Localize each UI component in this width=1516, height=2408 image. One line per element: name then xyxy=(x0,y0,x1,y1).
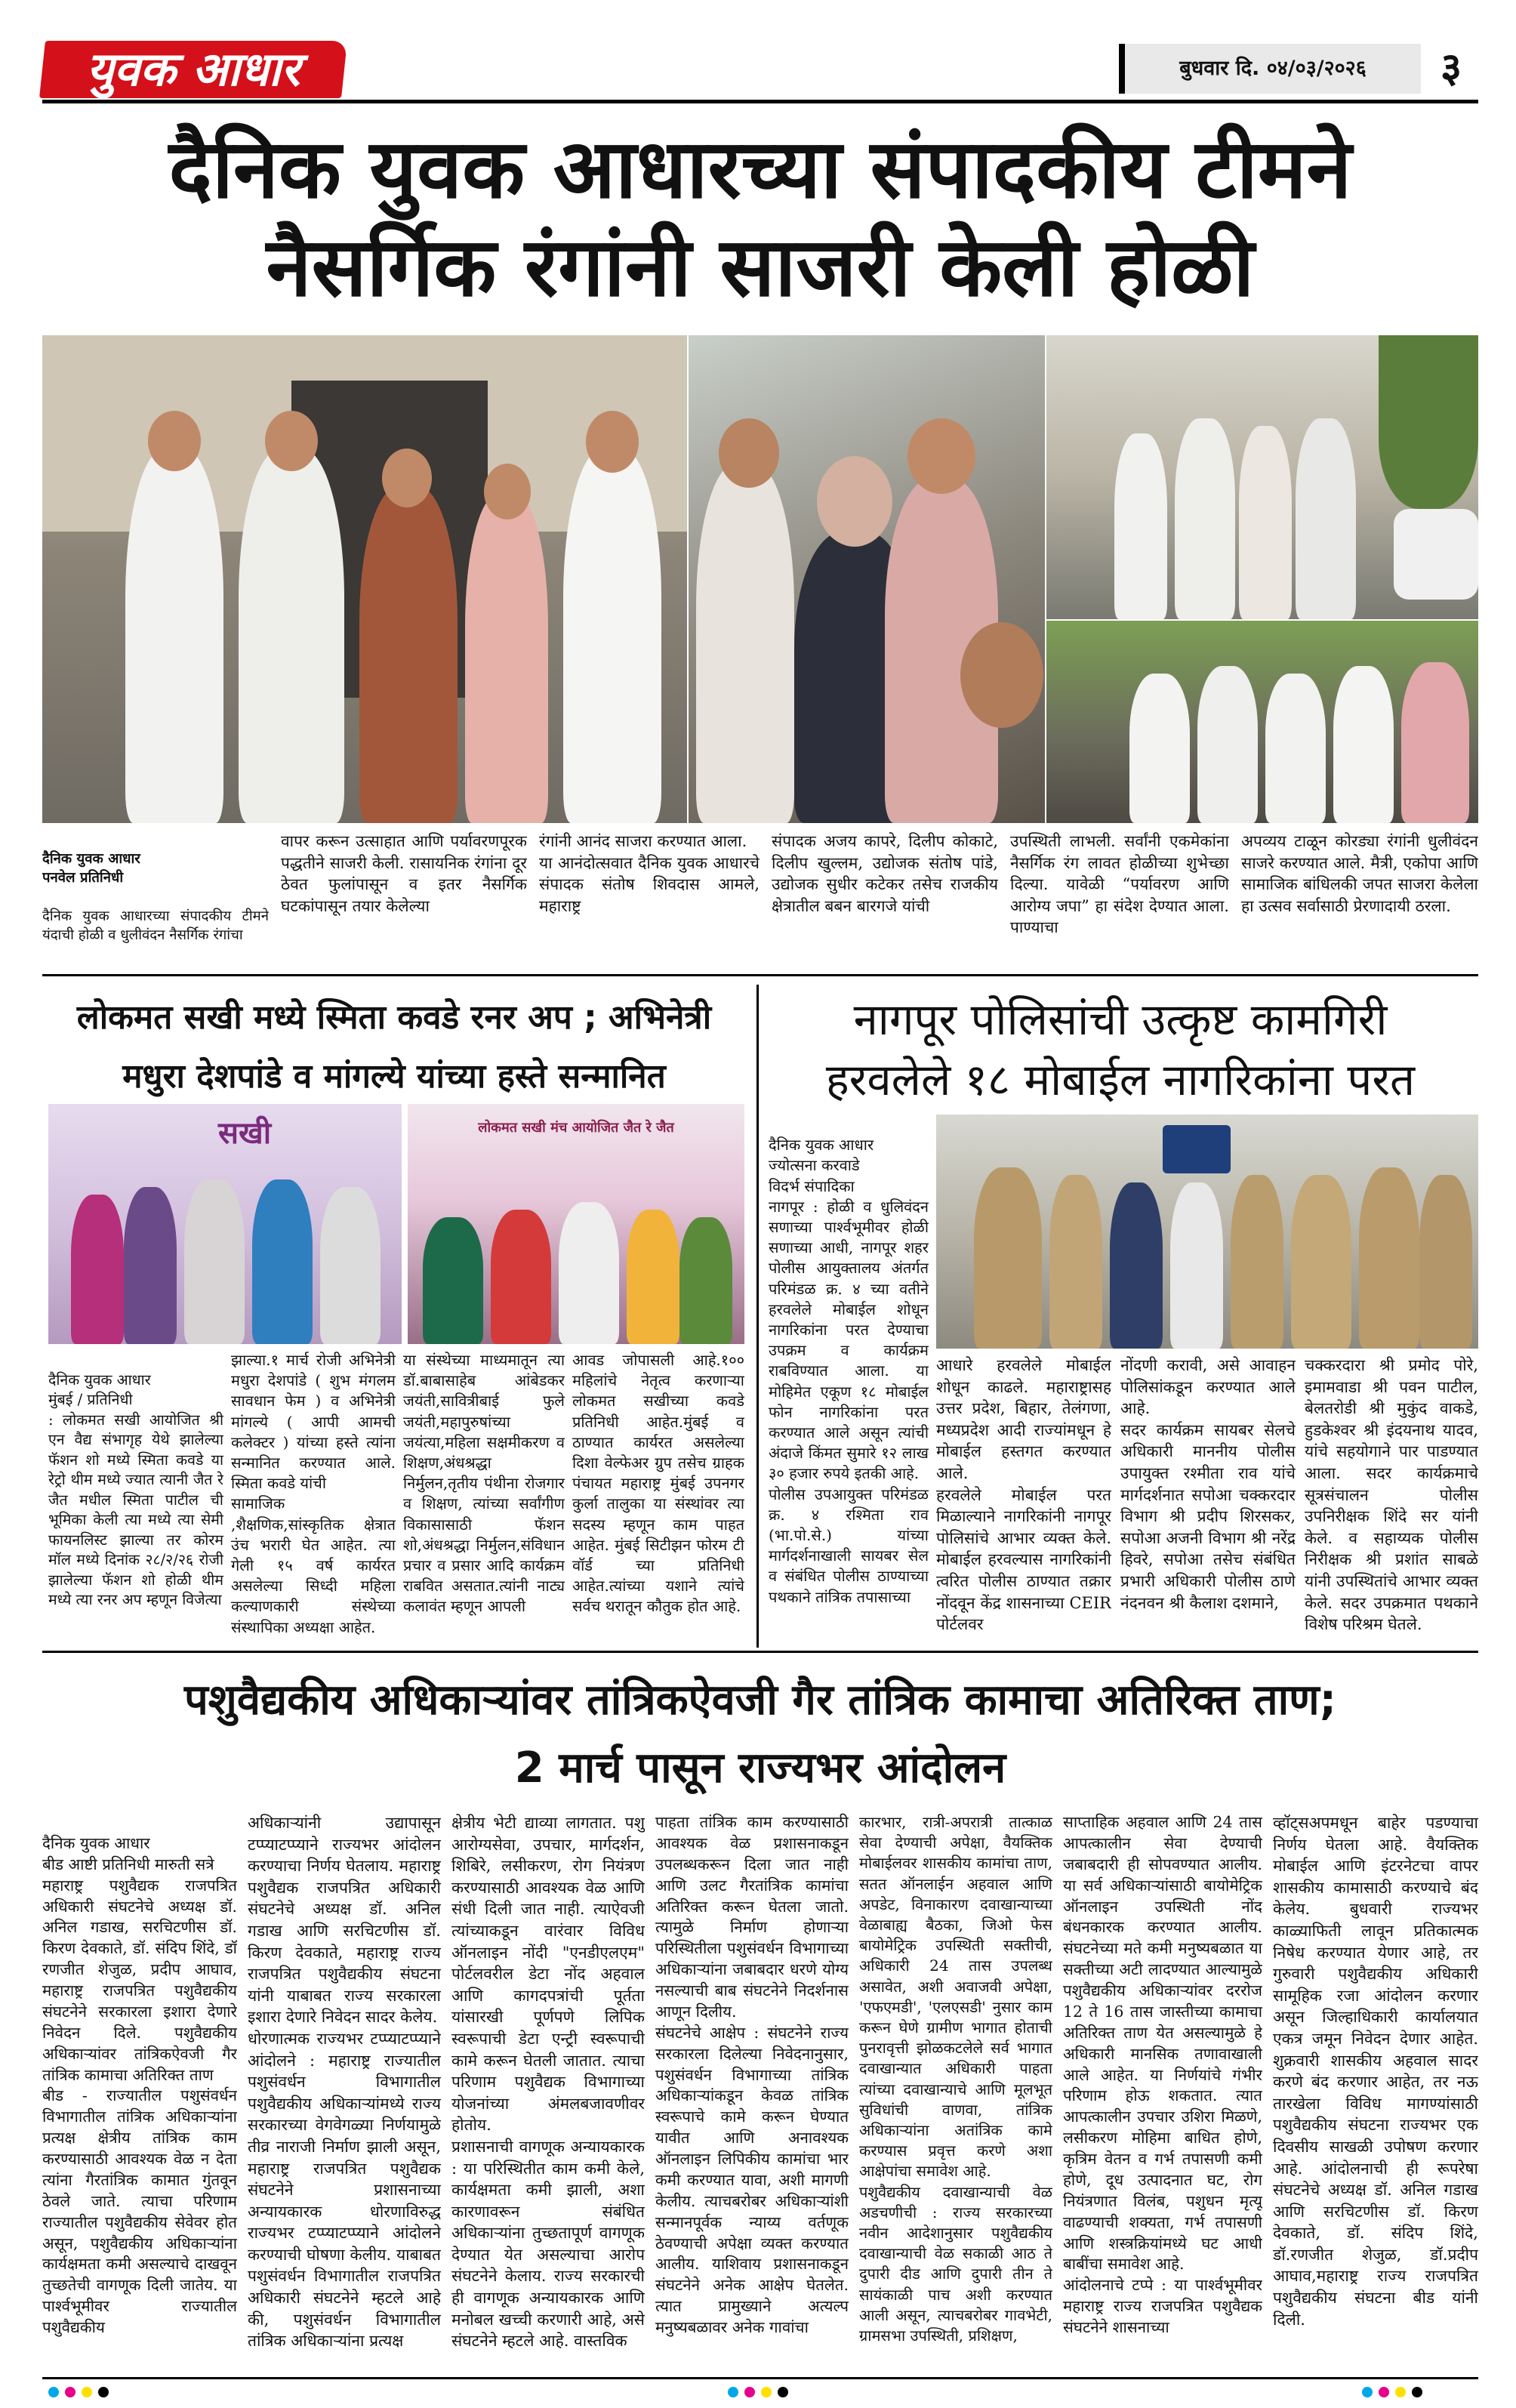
page-number: ३ xyxy=(1440,44,1462,91)
story4-headline-line2: 2 मार्च पासून राज्यभर आंदोलन xyxy=(514,1744,1006,1793)
story3-column-3: नोंदणी करावी, असे आवाहन पोलिसांकडून करण्यात आले आहे. सदर कार्यक्रम सायबर सेलचे अधिकारी माननीय पोलीस उपायुक्त रश्मीता राव यांचे मार्गदर्शनात सपोआ चक्करदार विभाग श्री प्रदीप शिरसकर, सपोआ अजनी विभाग श्री नरेंद्र हिवरे, सपोआ तसेच संबंधित प्रभारी अधिकारी पोलीस ठाणे नंदनवन श्री कैलाश दशमाने, xyxy=(1120,1356,1296,1612)
person-figure xyxy=(423,1217,483,1344)
person-figure xyxy=(559,1202,619,1344)
event-banner: लोकमत सखी मंच आयोजित जैत रे जैत xyxy=(478,1120,674,1136)
story3-column-2: आधारे हरवलेले मोबाईल शोधून काढले. महाराष्ट्रासह उत्तर प्रदेश, बिहार, तेलंगणा, मध्यप्रदेश आदी राज्यांमधून हे मोबाईल हस्तगत करण्यात आले. हरवलेले मोबाईल परत मिळाल्याने नागरिकांनी नागपूर पोलिसांचे आभार व्यक्त केले. मोबाईल हरवल्यास नागरिकांनी त्वरित पोलीस ठाण्यात तक्रार नोंदवून केंद्र शासनाच्या CEIR पोर्टलवर xyxy=(936,1356,1111,1634)
story3-headline-line2: हरवलेले १८ मोबाईल नागरिकांना परत xyxy=(825,1054,1416,1105)
story2-photo-award xyxy=(48,1104,402,1344)
person-figure xyxy=(1333,666,1394,823)
story2-headline-line2: मधुरा देशपांडे व मांगल्ये यांच्या हस्ते सन्मानित xyxy=(122,1057,666,1096)
story1-photo-selfie xyxy=(689,335,1045,823)
story2-column-4: आवड जोपासली आहे.१०० महिलांचे नेतृत्व करणाऱ्या लोकमत सखीच्या कवडे प्रतिनिधी आहेत.मुंबई व ठाण्यात कार्यरत असलेल्या दिशा वेल्फेअर ग्रुप तसेच ग्राहक पंचायत महाराष्ट्र मुंबई उपनगर कुर्ला तालुका या संस्थांवर त्या सदस्य म्हणून काम पाहत आहेत. मुंबई सिटीझन फोरम टी वॉर्ड च्या प्रतिनिधी आहेत.त्यांच्या यशाने त्यांचे सर्वच थरातून कौतुक होत आहे. xyxy=(572,1351,744,1616)
person-figure xyxy=(696,464,794,823)
registration-marks-left xyxy=(45,2386,196,2401)
person-figure xyxy=(125,449,223,823)
person-figure xyxy=(1049,1175,1102,1349)
person-figure xyxy=(491,1210,551,1344)
story3-text-1: दैनिक युवक आधार ज्योत्सना करवाडे विदर्भ संपादिका नागपूर : होळी व धुलिवंदन सणाच्या पार्श्वभूमीवर होळी सणाच्या आधी, नागपूर शहर पोलीस आयुक्तालय अंतर्गत परिमंडळ क्र. ४ च्या वतीने हरवलेले मोबाईल शोधून नागरिकांना परत देण्याचा उपक्रम व कार्यक्रम राबविण्यात आला. या मोहिमेत एकूण १८ मोबाईल फोन नागरिकांना परत करण्यात आले असून त्यांची अंदाजे किंमत सुमारे १२ लाख ३० हजार रुपये इतकी आहे. पोलीस उपआयुक्त परिमंडळ क्र. ४ रश्मिता राव (भा.पो.से.) यांच्या मार्गदर्शनाखाली सायबर सेल व संबंधित पोलीस ठाण्याच्या पथकाने तांत्रिक तपासाच्या xyxy=(769,1136,929,1606)
story3-column-4: चक्करदारा श्री प्रमोद पोरे, इमामवाडा श्री पवन पाटील, बेलतरोडी श्री मुकुंद वाकडे, हुडकेश्वर श्री इंदयनाथ यादव, यांचे सहयोगाने पार पाडण्यात आला. सदर कार्यक्रमाचे सूत्रसंचालन पोलीस उपनिरीक्षक शिंदे सर यांनी केले. व सहाय्यक पोलीस निरीक्षक श्री प्रशांत साबळे यांनी उपस्थितांचे आभार व्यक्त केले. सदर उपक्रमात पथकाने विशेष परिश्रम घेतले. xyxy=(1305,1356,1478,1634)
story1-byline: दैनिक युवक आधार पनवेल प्रतिनिधी xyxy=(42,851,140,886)
person-face xyxy=(719,418,779,488)
story1-photo-group-2 xyxy=(1046,621,1478,823)
person-figure xyxy=(627,1210,679,1344)
story1-column-5: उपस्थिती लाभली. सर्वांनी एकमेकांना नैसर्गिक रंग लावत होळीच्या शुभेच्छा दिल्या. यावेळी “पर्यावरण आणि आरोग्य जपा” हा संदेश देण्यात आला. पाण्याचा xyxy=(1010,832,1229,937)
story3-bottom-rule xyxy=(42,1651,1478,1653)
person-figure xyxy=(1197,666,1258,823)
story1-headline-line1: दैनिक युवक आधारच्या संपादकीय टीमने xyxy=(168,122,1352,217)
story2-text-1: दैनिक युवक आधार मुंबई / प्रतिनिधी : लोकमत सखी आयोजित श्री एन वैद्य संभागृह येथे झालेल्या फॅशन शो मध्ये स्मिता कवडे या रेट्रो थीम मध्ये ज्यात त्यानी जैत रे जैत मधील स्मिता पाटील ची भूमिका केली त्या मध्ये त्या सेमी फायनलिस्ट झाल्या तर कोरम मॉल मध्ये दिनांक २८/२/२६ रोजी झालेल्या फॅशन शो होळी थीम मध्ये त्या रनर अप म्हणून विजेत्या xyxy=(48,1370,223,1609)
story3-column-1 xyxy=(769,1115,929,1643)
registration-marks-center xyxy=(725,2386,876,2401)
masthead-rule xyxy=(42,100,1478,103)
story2-column-3: या संस्थेच्या माध्यमातून त्या डॉ.बाबासाहेब आंबेडकर जयंती,सावित्रीबाई फुले जयंती,महापुरुषांच्या जयंत्या,महिला सक्षमीकरण व शिक्षण,अंधश्रद्धा निर्मुलन,तृतीय पंथीना रोजगार व शिक्षण, त्यांच्या सर्वांगीण विकासासाठी फॅशन शो,अंधश्रद्धा निर्मुलन,संविधान प्रचार व प्रसार आदि कार्यक्रम राबवित असतात.त्यांनी नाट्य कलावंत म्हणून आपली xyxy=(403,1351,565,1616)
story4-column-3: क्षेत्रीय भेटी द्याव्या लागतात. पशु आरोग्यसेवा, उपचार, मार्गदर्शन, शिबिरे, लसीकरण, रोग नियंत्रण करण्यासाठी आवश्यक वेळ आणि संधी दिली जात नाही. त्याऐवजी त्यांच्याकडून वारंवार विविध ऑनलाइन नोंदी "एनडीएलएम" पोर्टलवरील डेटा नोंद अहवाल आणि कागदपत्रांची पूर्तता यांसारखी पूर्णपणे लिपिक स्वरूपाची डेटा एन्ट्री स्वरूपाची कामे करून घेतली जातात. त्याचा परिणाम पशुवैद्यक विभागाच्या योजनांच्या अंमलबजावणीवर होतोय. प्रशासनाची वागणूक अन्यायकारक : या परिस्थितीत काम कमी केले, कार्यक्षमता कमी झाली, अशा कारणावरून संबंधित अधिकाऱ्यांना तुच्छतापूर्ण वागणूक देण्यात येत असल्याचा आरोप संघटनेने केलाय. राज्य सरकारची ही वागणूक अन्यायकारक आणि मनोबल खच्ची करणारी आहे, असे संघटनेने म्हटले आहे. वास्तविक xyxy=(451,1814,645,2351)
person-face xyxy=(907,418,975,494)
person-figure xyxy=(465,494,548,823)
story-divider-vertical xyxy=(756,985,759,1648)
story4-column-2: अधिकाऱ्यांनी उद्यापासून टप्प्याटप्प्याने राज्यभर आंदोलन करण्याचा निर्णय घेतलाय. महाराष्ट्र पशुवैद्यक राजपत्रित अधिकारी संघटनेचे अध्यक्ष डॉ. अनिल गडाख आणि सरचिटणीस डॉ. किरण देवकाते, महाराष्ट्र राज्य राजपत्रित पशुवैद्यकीय संघटना यांनी याबाबत राज्य सरकारला इशारा देणारे निवेदन सादर केलेय. धोरणात्मक राज्यभर टप्प्याटप्प्याने आंदोलने : महाराष्ट्र राज्यातील पशुसंवर्धन विभागातील पशुवैद्यकीय अधिकाऱ्यांमध्ये राज्य सरकारच्या वेगवेगळ्या निर्णयामुळे तीव्र नाराजी निर्माण झाली असून, महाराष्ट्र राजपत्रित पशुवैद्यक संघटनेने प्रशासनाच्या अन्यायकारक धोरणाविरुद्ध राज्यभर टप्प्याटप्प्याने आंदोलने करण्याची घोषणा केलीय. याबाबत पशुसंवर्धन विभागातील राजपत्रित अधिकारी संघटनेने म्हटले आहे की, पशुसंवर्धन विभागातील तांत्रिक अधिकाऱ्यांना प्रत्यक्ष xyxy=(248,1814,441,2351)
story4-column-7: व्हॉट्सअपमधून बाहेर पडण्याचा निर्णय घेतला आहे. वैयक्तिक मोबाईल आणि इंटरनेटचा वापर शासकीय कामासाठी करण्याचे बंद केलेय. बुधवारी राज्यभर काळ्याफिती लावून प्रतिकात्मक निषेध करण्यात येणार आहे, तर गुरुवारी पशुवैद्यकीय अधिकारी सामूहिक रजा आंदोलन करणार असून जिल्हाधिकारी कार्यालयात एकत्र जमून निवेदन देणार आहेत. शुक्रवारी शासकीय अहवाल सादर करणे बंद करणार आहेत, तर नऊ तारखेला विविध मागण्यांसाठी पशुवैद्यकीय संघटना राज्यभर एक दिवसीय साखळी उपोषण करणार आहे. आंदोलनाची ही रूपरेषा संघटनेचे अध्यक्ष डॉ. अनिल गडाख आणि सरचिटणीस डॉ. किरण देवकाते, डॉ. संदिप शिंदे, डॉ.रणजीत शेजुळ, डॉ.प्रदीप आघाव,महाराष्ट्र राज्य राजपत्रित पशुवैद्यकीय संघटना बीड यांनी दिली. xyxy=(1273,1814,1478,2329)
person-figure xyxy=(1114,433,1167,619)
person-figure xyxy=(1419,1175,1472,1349)
story4-column-5: कारभार, रात्री-अपरात्री तात्काळ सेवा देण्याची अपेक्षा, वैयक्तिक मोबाईलवर शासकीय कामांचा ताण, सतत ऑनलाईन अहवाल आणि अपडेट, विनाकारण दवाखान्याच्या वेळाबाह्य बैठका, जिओ फेस बायोमेट्रिक उपस्थिती सक्तीची, अधिकारी 24 तास उपलब्ध असावेत, अशी अवाजवी अपेक्षा, 'एफएमडी', 'एलएसडी' नुसार काम करून घेणे ग्रामीण भागात होताची पुनरावृत्ती झोळकटलेले सर्व भागात दवाखान्यात अधिकारी पाहता त्यांच्या दवाखान्याचे आणि मूलभूत सुविधांची वाणवा, तांत्रिक अधिकाऱ्यांना अतांत्रिक कामे करण्यास प्रवृत्त करणे अशा आक्षेपांचा समावेश आहे. पशुवैद्यकीय दवाखान्याची वेळ अडचणीची : राज्य सरकारच्या नवीन आदेशानुसार पशुवैद्यकीय दवाखान्याची वेळ सकाळी आठ ते दुपारी दीड आणि दुपारी तीन ते सायंकाळी पाच अशी करण्यात आली असून, त्याचबरोबर गावभेटी, ग्रामसभा उपस्थिती, प्रशिक्षण, xyxy=(859,1813,1052,2345)
person-figure xyxy=(1110,1182,1163,1349)
story2-column-1 xyxy=(48,1350,223,1643)
story2-column-2: झाल्या.१ मार्च रोजी अभिनेत्री मधुरा देशपांडे ( शुभ मंगलम सावधान फेम ) व अभिनेत्री मांगल्ये ( आपी आमची कलेक्टर ) यांच्या हस्ते त्यांना सन्मानित करण्यात आले. स्मिता कवडे यांची सामाजिक ,शैक्षणिक,सांस्कृतिक क्षेत्रात उंच भरारी घेत आहेत. त्या गेली १५ वर्ष कार्यरत असलेल्या सिध्दी महिला कल्याणकारी संस्थेच्या संस्थापिका अध्यक्षा आहेत. xyxy=(231,1351,396,1636)
footer-rule xyxy=(42,2377,1478,2379)
person-face xyxy=(148,411,201,471)
masthead xyxy=(0,0,1516,97)
masthead-logo-text: युवक आधार xyxy=(86,42,300,97)
person-figure xyxy=(1265,674,1326,823)
person-figure xyxy=(1239,426,1292,619)
person-figure xyxy=(563,449,661,823)
story4-column-1 xyxy=(42,1812,237,2369)
story1-text-1: दैनिक युवक आधारच्या संपादकीय टीमने यंदाची होळी व धुलीवंदन नैसर्गिक रंगांचा xyxy=(42,908,269,943)
person-face xyxy=(382,449,432,507)
person-face xyxy=(586,411,639,473)
person-figure xyxy=(1296,418,1356,619)
person-figure xyxy=(679,1217,732,1344)
person-figure xyxy=(1175,418,1235,619)
person-figure xyxy=(1359,1167,1419,1349)
person-face xyxy=(265,411,318,471)
person-figure xyxy=(359,486,458,823)
story4-text-1: दैनिक युवक आधार बीड आष्टी प्रतिनिधी मारुती सत्रे महाराष्ट्र पशुवैद्यक राजपत्रित अधिकारी संघटनेचे अध्यक्ष डॉ. अनिल गडाख, सरचिटणीस डॉ. किरण देवकाते, डॉ. संदिप शिंदे, डॉ रणजीत शेजुळ, प्रदीप आघाव, महाराष्ट्र राजपत्रित पशुवैद्यकीय संघटनेने सरकारला इशारा देणारे निवेदन दिले. पशुवैद्यकीय अधिकाऱ्यांवर तांत्रिकऐवजी गैर तांत्रिक कामाचा अतिरिक्त ताण बीड - राज्यातील पशुसंवर्धन विभागातील तांत्रिक अधिकाऱ्यांना प्रत्यक्ष क्षेत्रीय तांत्रिक काम करण्यासाठी आवश्यक वेळ न देता त्यांना गैरतांत्रिक कामात गुंतवून ठेवले जाते. त्याचा परिणाम राज्यातील पशुवैद्यकीय सेवेवर होत असून, पशुवैद्यकीय अधिकाऱ्यांना कार्यक्षमता कमी असल्याचे दाखवून तुच्छतेची वागणूक दिली जातेय. या पार्श्वभूमीवर राज्यातील पशुवैद्यकीय xyxy=(42,1833,237,2336)
masthead-date: बुधवार दि. ०४/०३/२०२६ xyxy=(1179,57,1367,80)
sakhi-banner-text: सखी xyxy=(217,1116,272,1151)
tree xyxy=(1379,335,1478,509)
person-figure xyxy=(974,1167,1042,1349)
story2-photo-stage xyxy=(408,1104,744,1344)
story2-headline-line1: लोकमत सखी मध्ये स्मिता कवडे रनर अप ; अभिनेत्री xyxy=(76,998,712,1037)
story1-column-3: रंगांनी आनंद साजरा करण्यात आला. या आनंदोत्सवात दैनिक युवक आधारचे संपादक संतोष शिवदास आमले, महाराष्ट्र xyxy=(539,832,760,915)
story1-bottom-rule xyxy=(42,974,1478,976)
person-figure xyxy=(1291,1175,1351,1349)
story1-column-2: वापर करून उत्साहात आणि पर्यावरणपूरक पद्धतीने साजरी केली. रासायनिक रंगांना दूर ठेवत फुलांपासून व इतर नैसर्गिक घटकांपासून तयार केलेल्या xyxy=(281,832,527,915)
person-face xyxy=(817,456,892,547)
person-figure xyxy=(71,1195,124,1344)
person-figure xyxy=(1401,662,1469,823)
person-figure xyxy=(184,1179,245,1344)
person-figure xyxy=(239,449,344,823)
story3-photo-police xyxy=(936,1115,1478,1349)
story1-column-6: अपव्यय टाळून कोरड्या रंगांनी धुलीवंदन साजरे करण्यात आले. मैत्री, एकोपा आणि सामाजिक बांधिलकी जपत साजरा केलेला हा उत्सव सर्वासाठी प्रेरणादायी ठरला. xyxy=(1241,832,1478,915)
car xyxy=(1394,509,1478,600)
story1-column-4: संपादक अजय कापरे, दिलीप कोकाटे, दिलीप खुल्लम, उद्योजक संतोष पांडे, उद्योजक सुधीर कटेकर तसेच राजकीय क्षेत्रातील बबन बारगजे यांची xyxy=(772,832,998,915)
person-figure xyxy=(1170,1182,1223,1349)
story1-headline-line2: नैसर्गिक रंगांनी साजरी केली होळी xyxy=(266,220,1255,315)
person-figure xyxy=(1129,674,1190,823)
story4-column-4: पाहता तांत्रिक काम करण्यासाठी आवश्यक वेळ प्रशासनाकडून उपलब्धकरून दिला जात नाही आणि उलट गैरतांत्रिक कामांचा अतिरिक्त करून घेतला जातो. त्यामुळे निर्माण होणाऱ्या परिस्थितीला पशुसंवर्धन विभागाच्या अधिकाऱ्यांना जबाबदार धरणे योग्य नसल्याची बाब संघटनेने निदर्शनास आणून दिलीय. संघटनेचे आक्षेप : संघटनेने राज्य सरकारला दिलेल्या निवेदनानुसार, पशुसंवर्धन विभागाच्या तांत्रिक अधिकाऱ्यांकडून केवळ तांत्रिक स्वरूपाचे कामे करून घेण्यात यावीत आणि अनावश्यक ऑनलाइन लिपिकीय कामांचा भार कमी करण्यात यावा, अशी मागणी केलीय. त्याचबरोबर अधिकाऱ्यांशी सन्मानपूर्वक न्याय्य वर्तणूक ठेवण्याची अपेक्षा व्यक्त करण्यात आलीय. याशिवाय प्रशासनाकडून संघटनेने अनेक आक्षेप घेतलेत. त्यात प्रामुख्याने अत्यल्प मनुष्यबळावर अनेक गावांचा xyxy=(655,1813,849,2336)
registration-marks-right xyxy=(1359,2386,1480,2401)
person-figure xyxy=(320,1187,381,1344)
story4-headline-line1: पशुवैद्यकीय अधिकाऱ्यांवर तांत्रिकऐवजी गैर तांत्रिक कामाचा अतिरिक्त ताण; xyxy=(183,1676,1337,1725)
story1-photo-group xyxy=(42,335,687,823)
police-emblem xyxy=(1163,1125,1231,1173)
person-figure xyxy=(252,1179,313,1344)
story3-headline-line1: नागपूर पोलिसांची उत्कृष्ट कामगिरी xyxy=(853,994,1388,1045)
story1-column-1 xyxy=(42,831,269,964)
person-face xyxy=(484,464,531,520)
person-figure xyxy=(124,1187,177,1344)
person-face xyxy=(960,622,1043,728)
story1-photo-street xyxy=(1046,335,1478,619)
story4-column-6: साप्ताहिक अहवाल आणि 24 तास आपत्कालीन सेवा देण्याची जबाबदारी ही सोपवण्यात आलीय. या सर्व अधिकाऱ्यांसाठी बायोमेट्रिक ऑनलाइन उपस्थिती नोंद बंधनकारक करण्यात आलीय. संघटनेच्या मते कमी मनुष्यबळात या सक्तीच्या अटी लादण्यात आल्यामुळे पशुवैद्यकीय अधिकाऱ्यांवर दररोज 12 ते 16 तास जास्तीच्या कामाचा अतिरिक्त ताण येत असल्यामुळे हे अधिकारी मानसिक तणावाखाली आले आहेत. या निर्णयांचे गंभीर परिणाम होऊ शकतात. त्यात आपत्कालीन उपचार उशिरा मिळणे, लसीकरण मोहिमा बाधित होणे, कृत्रिम वेतन व गर्भ तपासणी कमी होणे, दूध उत्पादनात घट, रोग नियंत्रणात विलंब, पशुधन मृत्यू वाढण्याची शक्यता, गर्भ तपासणी आणि शस्त्रक्रियांमध्ये घट आधी बाबींचा समावेश आहे. आंदोलनाचे टप्पे : या पार्श्वभूमीवर महाराष्ट्र राज्य राजपत्रित पशुवैद्यक संघटनेने शासनाच्या xyxy=(1063,1813,1262,2336)
person-figure xyxy=(1231,1175,1283,1349)
